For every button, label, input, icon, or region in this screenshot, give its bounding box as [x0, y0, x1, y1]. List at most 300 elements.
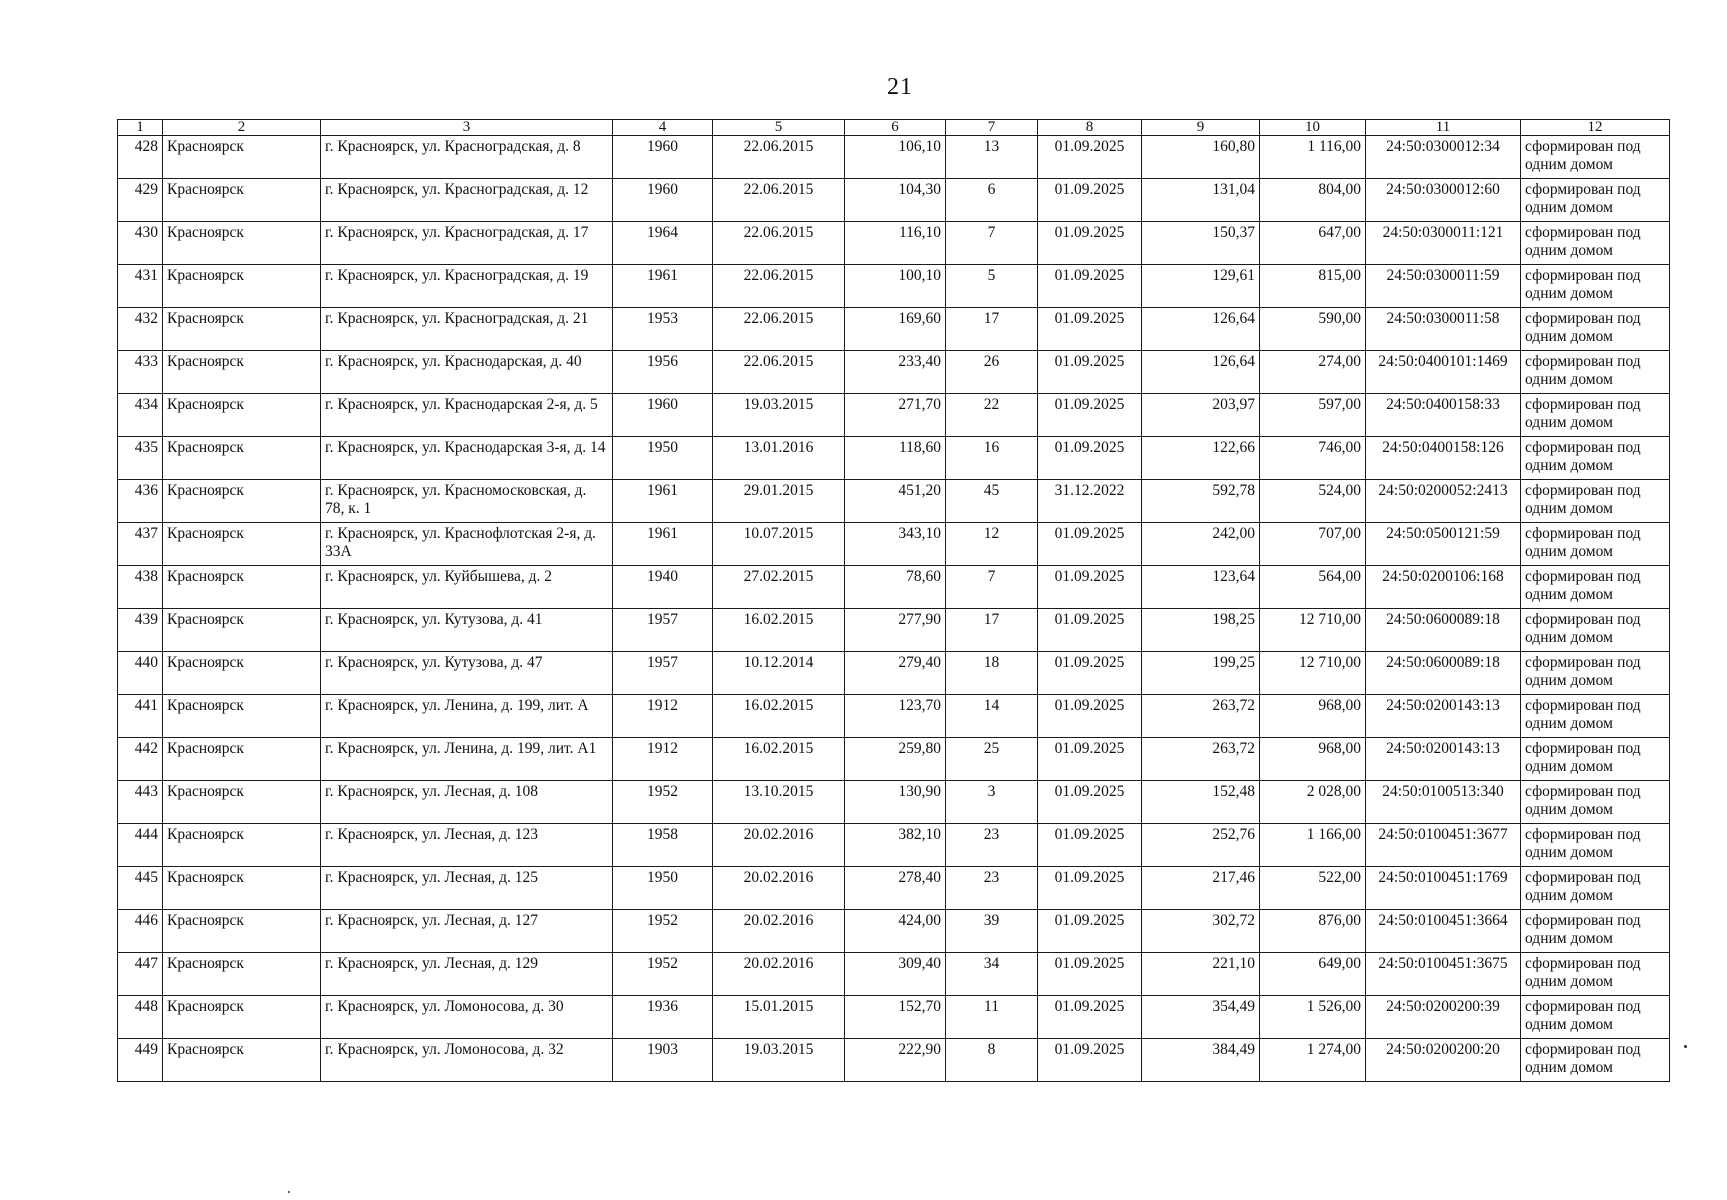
row-number-cell: 429: [118, 179, 163, 222]
cost-cell: 123,64: [1142, 566, 1260, 609]
city-cell: Красноярск: [163, 265, 321, 308]
year-cell: 1960: [613, 179, 713, 222]
area-cell: 222,90: [845, 1039, 946, 1082]
area-cell: 100,10: [845, 265, 946, 308]
land-area-cell: 649,00: [1260, 953, 1366, 996]
residents-cell: 7: [946, 222, 1038, 265]
address-cell: г. Красноярск, ул. Краснодарская 3-я, д. 14: [321, 437, 613, 480]
cost-cell: 252,76: [1142, 824, 1260, 867]
status-cell: сформирован под одним домом: [1521, 953, 1670, 996]
year-cell: 1961: [613, 265, 713, 308]
table-row: [118, 1039, 1670, 1082]
area-cell: 451,20: [845, 480, 946, 523]
status-cell: сформирован под одним домом: [1521, 652, 1670, 695]
table-row: [118, 695, 1670, 738]
residents-cell: 34: [946, 953, 1038, 996]
cadastre-cell: 24:50:0600089:18: [1366, 652, 1521, 695]
area-cell: 382,10: [845, 824, 946, 867]
address-cell: г. Красноярск, ул. Красноградская, д. 21: [321, 308, 613, 351]
year-cell: 1936: [613, 996, 713, 1039]
cost-cell: 242,00: [1142, 523, 1260, 566]
land-area-cell: 12 710,00: [1260, 652, 1366, 695]
table-row: [118, 996, 1670, 1039]
residents-cell: 39: [946, 910, 1038, 953]
address-cell: г. Красноярск, ул. Лесная, д. 108: [321, 781, 613, 824]
table-row: [118, 609, 1670, 652]
row-number-cell: 443: [118, 781, 163, 824]
status-cell: сформирован под одним домом: [1521, 738, 1670, 781]
residents-cell: 45: [946, 480, 1038, 523]
cost-cell: 384,49: [1142, 1039, 1260, 1082]
cost-cell: 199,25: [1142, 652, 1260, 695]
cost-cell: 263,72: [1142, 695, 1260, 738]
cadastre-cell: 24:50:0200200:20: [1366, 1039, 1521, 1082]
cadastre-cell: 24:50:0100513:340: [1366, 781, 1521, 824]
deadline-cell: 01.09.2025: [1038, 308, 1142, 351]
area-cell: 116,10: [845, 222, 946, 265]
cost-cell: 152,48: [1142, 781, 1260, 824]
area-cell: 233,40: [845, 351, 946, 394]
table-row: [118, 523, 1670, 566]
area-cell: 279,40: [845, 652, 946, 695]
area-cell: 278,40: [845, 867, 946, 910]
table-row: [118, 566, 1670, 609]
address-cell: г. Красноярск, ул. Кутузова, д. 47: [321, 652, 613, 695]
row-number-cell: 433: [118, 351, 163, 394]
land-area-cell: 707,00: [1260, 523, 1366, 566]
cadastre-cell: 24:50:0100451:3675: [1366, 953, 1521, 996]
address-cell: г. Красноярск, ул. Кутузова, д. 41: [321, 609, 613, 652]
residents-cell: 16: [946, 437, 1038, 480]
status-cell: сформирован под одним домом: [1521, 480, 1670, 523]
table-row: [118, 351, 1670, 394]
column-header: 1: [118, 120, 163, 136]
year-cell: 1952: [613, 953, 713, 996]
land-area-cell: 1 116,00: [1260, 136, 1366, 179]
status-cell: сформирован под одним домом: [1521, 566, 1670, 609]
cadastre-cell: 24:50:0200143:13: [1366, 738, 1521, 781]
year-cell: 1958: [613, 824, 713, 867]
status-cell: сформирован под одним домом: [1521, 394, 1670, 437]
date-cell: 16.02.2015: [713, 695, 845, 738]
cadastre-cell: 24:50:0200200:39: [1366, 996, 1521, 1039]
row-number-cell: 449: [118, 1039, 163, 1082]
city-cell: Красноярск: [163, 1039, 321, 1082]
table-row: [118, 480, 1670, 523]
column-number-row: [118, 120, 1670, 136]
cadastre-cell: 24:50:0300011:59: [1366, 265, 1521, 308]
city-cell: Красноярск: [163, 910, 321, 953]
city-cell: Красноярск: [163, 609, 321, 652]
row-number-cell: 447: [118, 953, 163, 996]
area-cell: 78,60: [845, 566, 946, 609]
land-area-cell: 597,00: [1260, 394, 1366, 437]
table-body: [118, 136, 1670, 1082]
row-number-cell: 444: [118, 824, 163, 867]
status-cell: сформирован под одним домом: [1521, 265, 1670, 308]
address-cell: г. Красноярск, ул. Лесная, д. 125: [321, 867, 613, 910]
residents-cell: 14: [946, 695, 1038, 738]
city-cell: Красноярск: [163, 523, 321, 566]
deadline-cell: 01.09.2025: [1038, 351, 1142, 394]
residents-cell: 11: [946, 996, 1038, 1039]
table-row: [118, 781, 1670, 824]
city-cell: Красноярск: [163, 566, 321, 609]
area-cell: 309,40: [845, 953, 946, 996]
residents-cell: 25: [946, 738, 1038, 781]
cadastre-cell: 24:50:0400101:1469: [1366, 351, 1521, 394]
date-cell: 15.01.2015: [713, 996, 845, 1039]
date-cell: 20.02.2016: [713, 824, 845, 867]
land-area-cell: 815,00: [1260, 265, 1366, 308]
residents-cell: 13: [946, 136, 1038, 179]
cadastre-cell: 24:50:0300011:58: [1366, 308, 1521, 351]
table-row: [118, 910, 1670, 953]
table-row: [118, 652, 1670, 695]
city-cell: Красноярск: [163, 480, 321, 523]
row-number-cell: 441: [118, 695, 163, 738]
year-cell: 1957: [613, 609, 713, 652]
page-number: 21: [887, 74, 913, 100]
cost-cell: 203,97: [1142, 394, 1260, 437]
residents-cell: 8: [946, 1039, 1038, 1082]
cadastre-cell: 24:50:0600089:18: [1366, 609, 1521, 652]
year-cell: 1912: [613, 695, 713, 738]
area-cell: 130,90: [845, 781, 946, 824]
column-header: 4: [613, 120, 713, 136]
table-row: [118, 394, 1670, 437]
table-row: [118, 867, 1670, 910]
cost-cell: 217,46: [1142, 867, 1260, 910]
deadline-cell: 01.09.2025: [1038, 1039, 1142, 1082]
scan-speck: [1684, 1045, 1687, 1048]
address-cell: г. Красноярск, ул. Красноградская, д. 12: [321, 179, 613, 222]
area-cell: 118,60: [845, 437, 946, 480]
date-cell: 16.02.2015: [713, 609, 845, 652]
date-cell: 22.06.2015: [713, 179, 845, 222]
year-cell: 1952: [613, 781, 713, 824]
table-row: [118, 437, 1670, 480]
address-cell: г. Красноярск, ул. Лесная, д. 129: [321, 953, 613, 996]
deadline-cell: 01.09.2025: [1038, 781, 1142, 824]
cadastre-cell: 24:50:0300011:121: [1366, 222, 1521, 265]
scan-speck: [288, 1191, 290, 1193]
year-cell: 1952: [613, 910, 713, 953]
deadline-cell: 01.09.2025: [1038, 953, 1142, 996]
status-cell: сформирован под одним домом: [1521, 781, 1670, 824]
table-row: [118, 222, 1670, 265]
deadline-cell: 01.09.2025: [1038, 824, 1142, 867]
residents-cell: 22: [946, 394, 1038, 437]
table-row: [118, 824, 1670, 867]
status-cell: сформирован под одним домом: [1521, 222, 1670, 265]
cost-cell: 129,61: [1142, 265, 1260, 308]
date-cell: 20.02.2016: [713, 910, 845, 953]
status-cell: сформирован под одним домом: [1521, 523, 1670, 566]
address-cell: г. Красноярск, ул. Красномосковская, д. 78, к. 1: [321, 480, 613, 523]
address-cell: г. Красноярск, ул. Лесная, д. 127: [321, 910, 613, 953]
deadline-cell: 01.09.2025: [1038, 652, 1142, 695]
residents-cell: 26: [946, 351, 1038, 394]
table-row: [118, 136, 1670, 179]
land-area-cell: 1 526,00: [1260, 996, 1366, 1039]
date-cell: 22.06.2015: [713, 351, 845, 394]
date-cell: 22.06.2015: [713, 308, 845, 351]
column-header: 8: [1038, 120, 1142, 136]
address-cell: г. Красноярск, ул. Красноградская, д. 17: [321, 222, 613, 265]
deadline-cell: 01.09.2025: [1038, 136, 1142, 179]
land-area-cell: 524,00: [1260, 480, 1366, 523]
deadline-cell: 01.09.2025: [1038, 566, 1142, 609]
residents-cell: 7: [946, 566, 1038, 609]
cadastre-cell: 24:50:0100451:3677: [1366, 824, 1521, 867]
row-number-cell: 430: [118, 222, 163, 265]
deadline-cell: 01.09.2025: [1038, 222, 1142, 265]
column-header: 11: [1366, 120, 1521, 136]
cadastre-cell: 24:50:0100451:3664: [1366, 910, 1521, 953]
cost-cell: 126,64: [1142, 308, 1260, 351]
status-cell: сформирован под одним домом: [1521, 996, 1670, 1039]
area-cell: 106,10: [845, 136, 946, 179]
year-cell: 1960: [613, 394, 713, 437]
date-cell: 10.07.2015: [713, 523, 845, 566]
land-area-cell: 1 166,00: [1260, 824, 1366, 867]
address-cell: г. Красноярск, ул. Красноградская, д. 8: [321, 136, 613, 179]
deadline-cell: 01.09.2025: [1038, 910, 1142, 953]
deadline-cell: 01.09.2025: [1038, 738, 1142, 781]
city-cell: Красноярск: [163, 308, 321, 351]
city-cell: Красноярск: [163, 136, 321, 179]
deadline-cell: 01.09.2025: [1038, 523, 1142, 566]
column-header: 5: [713, 120, 845, 136]
land-area-cell: 590,00: [1260, 308, 1366, 351]
address-cell: г. Красноярск, ул. Красноградская, д. 19: [321, 265, 613, 308]
row-number-cell: 434: [118, 394, 163, 437]
address-cell: г. Красноярск, ул. Краснодарская, д. 40: [321, 351, 613, 394]
status-cell: сформирован под одним домом: [1521, 136, 1670, 179]
row-number-cell: 446: [118, 910, 163, 953]
status-cell: сформирован под одним домом: [1521, 867, 1670, 910]
table-row: [118, 953, 1670, 996]
land-area-cell: 746,00: [1260, 437, 1366, 480]
year-cell: 1956: [613, 351, 713, 394]
deadline-cell: 01.09.2025: [1038, 437, 1142, 480]
deadline-cell: 01.09.2025: [1038, 695, 1142, 738]
year-cell: 1950: [613, 867, 713, 910]
residents-cell: 17: [946, 308, 1038, 351]
date-cell: 13.01.2016: [713, 437, 845, 480]
cadastre-cell: 24:50:0200106:168: [1366, 566, 1521, 609]
cost-cell: 302,72: [1142, 910, 1260, 953]
deadline-cell: 01.09.2025: [1038, 179, 1142, 222]
city-cell: Красноярск: [163, 351, 321, 394]
cadastre-cell: 24:50:0300012:34: [1366, 136, 1521, 179]
year-cell: 1953: [613, 308, 713, 351]
status-cell: сформирован под одним домом: [1521, 910, 1670, 953]
address-cell: г. Красноярск, ул. Ломоносова, д. 30: [321, 996, 613, 1039]
date-cell: 27.02.2015: [713, 566, 845, 609]
residents-cell: 18: [946, 652, 1038, 695]
date-cell: 22.06.2015: [713, 222, 845, 265]
city-cell: Красноярск: [163, 781, 321, 824]
cadastre-cell: 24:50:0300012:60: [1366, 179, 1521, 222]
year-cell: 1960: [613, 136, 713, 179]
year-cell: 1961: [613, 480, 713, 523]
row-number-cell: 432: [118, 308, 163, 351]
row-number-cell: 448: [118, 996, 163, 1039]
address-cell: г. Красноярск, ул. Ломоносова, д. 32: [321, 1039, 613, 1082]
area-cell: 169,60: [845, 308, 946, 351]
area-cell: 152,70: [845, 996, 946, 1039]
cost-cell: 131,04: [1142, 179, 1260, 222]
date-cell: 16.02.2015: [713, 738, 845, 781]
area-cell: 424,00: [845, 910, 946, 953]
column-header: 6: [845, 120, 946, 136]
row-number-cell: 431: [118, 265, 163, 308]
residents-cell: 23: [946, 867, 1038, 910]
date-cell: 20.02.2016: [713, 867, 845, 910]
date-cell: 10.12.2014: [713, 652, 845, 695]
cost-cell: 354,49: [1142, 996, 1260, 1039]
row-number-cell: 428: [118, 136, 163, 179]
deadline-cell: 01.09.2025: [1038, 394, 1142, 437]
city-cell: Красноярск: [163, 996, 321, 1039]
status-cell: сформирован под одним домом: [1521, 308, 1670, 351]
area-cell: 104,30: [845, 179, 946, 222]
address-cell: г. Красноярск, ул. Ленина, д. 199, лит. А: [321, 695, 613, 738]
year-cell: 1964: [613, 222, 713, 265]
city-cell: Красноярск: [163, 738, 321, 781]
row-number-cell: 440: [118, 652, 163, 695]
cost-cell: 160,80: [1142, 136, 1260, 179]
deadline-cell: 01.09.2025: [1038, 265, 1142, 308]
date-cell: 19.03.2015: [713, 1039, 845, 1082]
land-area-cell: 522,00: [1260, 867, 1366, 910]
land-area-cell: 274,00: [1260, 351, 1366, 394]
year-cell: 1957: [613, 652, 713, 695]
cost-cell: 263,72: [1142, 738, 1260, 781]
status-cell: сформирован под одним домом: [1521, 437, 1670, 480]
row-number-cell: 435: [118, 437, 163, 480]
residents-cell: 6: [946, 179, 1038, 222]
column-header: 3: [321, 120, 613, 136]
date-cell: 20.02.2016: [713, 953, 845, 996]
year-cell: 1903: [613, 1039, 713, 1082]
cadastre-cell: 24:50:0400158:126: [1366, 437, 1521, 480]
column-header: 7: [946, 120, 1038, 136]
year-cell: 1912: [613, 738, 713, 781]
land-area-cell: 647,00: [1260, 222, 1366, 265]
status-cell: сформирован под одним домом: [1521, 351, 1670, 394]
status-cell: сформирован под одним домом: [1521, 179, 1670, 222]
land-area-cell: 12 710,00: [1260, 609, 1366, 652]
area-cell: 123,70: [845, 695, 946, 738]
deadline-cell: 01.09.2025: [1038, 867, 1142, 910]
table-row: [118, 738, 1670, 781]
address-cell: г. Красноярск, ул. Лесная, д. 123: [321, 824, 613, 867]
city-cell: Красноярск: [163, 437, 321, 480]
cadastre-cell: 24:50:0100451:1769: [1366, 867, 1521, 910]
table-row: [118, 265, 1670, 308]
year-cell: 1940: [613, 566, 713, 609]
area-cell: 343,10: [845, 523, 946, 566]
date-cell: 22.06.2015: [713, 265, 845, 308]
city-cell: Красноярск: [163, 824, 321, 867]
residents-cell: 17: [946, 609, 1038, 652]
cost-cell: 221,10: [1142, 953, 1260, 996]
status-cell: сформирован под одним домом: [1521, 609, 1670, 652]
date-cell: 22.06.2015: [713, 136, 845, 179]
cadastre-cell: 24:50:0200052:2413: [1366, 480, 1521, 523]
status-cell: сформирован под одним домом: [1521, 824, 1670, 867]
deadline-cell: 31.12.2022: [1038, 480, 1142, 523]
city-cell: Красноярск: [163, 179, 321, 222]
residents-cell: 5: [946, 265, 1038, 308]
area-cell: 259,80: [845, 738, 946, 781]
area-cell: 271,70: [845, 394, 946, 437]
land-area-cell: 968,00: [1260, 695, 1366, 738]
residents-cell: 23: [946, 824, 1038, 867]
row-number-cell: 442: [118, 738, 163, 781]
area-cell: 277,90: [845, 609, 946, 652]
cost-cell: 150,37: [1142, 222, 1260, 265]
status-cell: сформирован под одним домом: [1521, 1039, 1670, 1082]
address-cell: г. Красноярск, ул. Краснодарская 2-я, д. 5: [321, 394, 613, 437]
address-cell: г. Красноярск, ул. Ленина, д. 199, лит. А1: [321, 738, 613, 781]
address-cell: г. Красноярск, ул. Краснофлотская 2-я, д. 33А: [321, 523, 613, 566]
table-row: [118, 179, 1670, 222]
city-cell: Красноярск: [163, 394, 321, 437]
row-number-cell: 439: [118, 609, 163, 652]
date-cell: 19.03.2015: [713, 394, 845, 437]
column-header: 9: [1142, 120, 1260, 136]
deadline-cell: 01.09.2025: [1038, 609, 1142, 652]
column-header: 2: [163, 120, 321, 136]
cadastre-cell: 24:50:0200143:13: [1366, 695, 1521, 738]
deadline-cell: 01.09.2025: [1038, 996, 1142, 1039]
cost-cell: 592,78: [1142, 480, 1260, 523]
cadastre-cell: 24:50:0500121:59: [1366, 523, 1521, 566]
row-number-cell: 438: [118, 566, 163, 609]
cost-cell: 126,64: [1142, 351, 1260, 394]
row-number-cell: 436: [118, 480, 163, 523]
table-row: [118, 308, 1670, 351]
land-area-cell: 1 274,00: [1260, 1039, 1366, 1082]
city-cell: Красноярск: [163, 222, 321, 265]
cost-cell: 198,25: [1142, 609, 1260, 652]
cadastre-cell: 24:50:0400158:33: [1366, 394, 1521, 437]
date-cell: 13.10.2015: [713, 781, 845, 824]
residents-cell: 3: [946, 781, 1038, 824]
year-cell: 1950: [613, 437, 713, 480]
city-cell: Красноярск: [163, 953, 321, 996]
status-cell: сформирован под одним домом: [1521, 695, 1670, 738]
address-cell: г. Красноярск, ул. Куйбышева, д. 2: [321, 566, 613, 609]
land-area-cell: 564,00: [1260, 566, 1366, 609]
land-area-cell: 876,00: [1260, 910, 1366, 953]
column-header: 12: [1521, 120, 1670, 136]
land-area-cell: 2 028,00: [1260, 781, 1366, 824]
residents-cell: 12: [946, 523, 1038, 566]
row-number-cell: 437: [118, 523, 163, 566]
row-number-cell: 445: [118, 867, 163, 910]
year-cell: 1961: [613, 523, 713, 566]
city-cell: Красноярск: [163, 867, 321, 910]
registry-table: [117, 119, 1670, 1082]
land-area-cell: 804,00: [1260, 179, 1366, 222]
cost-cell: 122,66: [1142, 437, 1260, 480]
city-cell: Красноярск: [163, 652, 321, 695]
